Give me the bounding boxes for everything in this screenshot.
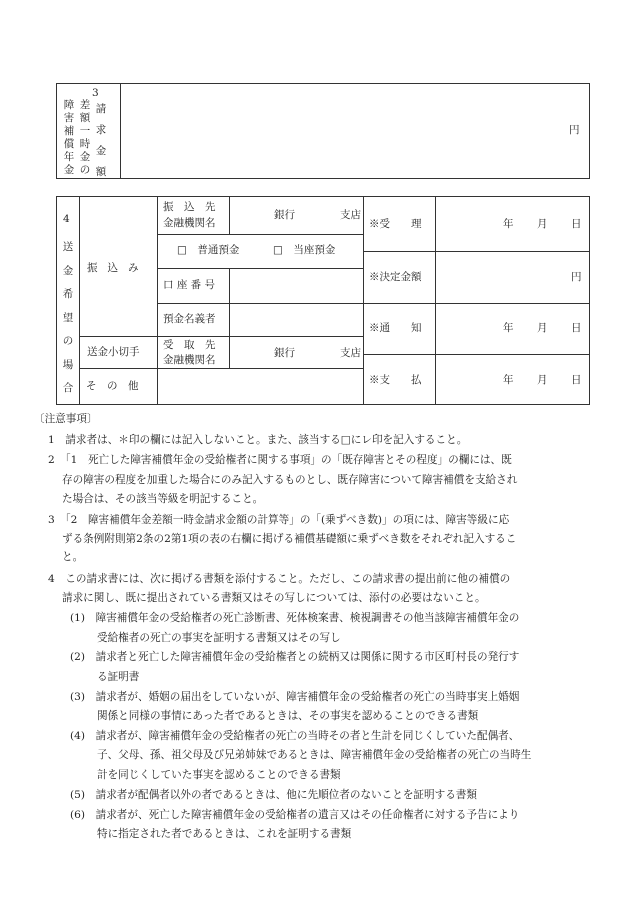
note-line: 3 「2 障害補償年金差額一時金請求金額の計算等」の「(乗ずべき数)」の項には、障害等級に応 (48, 514, 510, 526)
notes-heading: 〔注意事項〕 (34, 413, 98, 425)
table1-col-a: 障 害 補 償 年 金 (63, 99, 75, 176)
note-line: (3) 請求者が、婚姻の届出をしていないが、障害補償年金の受給権者の死亡の当時事実上婚姻 (70, 691, 520, 703)
deposit-current-checkbox[interactable]: □ 当座預金 (273, 244, 336, 256)
account-number-field[interactable] (230, 269, 363, 303)
t2-hline-r2 (363, 303, 590, 304)
t2-vline-3 (229, 196, 230, 234)
t2-vline-1 (79, 196, 80, 405)
shiharai-day: 日 (571, 374, 582, 386)
t2-hline-1 (157, 234, 363, 235)
table1-yen: 円 (569, 124, 580, 136)
note-line: た場合は、その該当等級を明記すること。 (62, 493, 264, 505)
juri-label: ※受 理 (369, 218, 422, 230)
note-line: 請求に関し、既に提出されている書類又はその写しについては、添付の必要はないこと。 (62, 592, 486, 604)
t2-hline-r3 (363, 354, 590, 355)
section-title: 送 金 希 望 の 場 合 (62, 241, 74, 394)
branch-label-2: 支店 (340, 347, 361, 359)
juri-month: 月 (537, 218, 548, 230)
note-line: 子、父母、孫、祖父母及び兄弟姉妹であるときは、障害補償年金の受給権者の死亡の当時生 (97, 749, 532, 761)
note-line: ずる条例附則第2条の2第1項の表の右欄に掲げる補償基礎額に乗ずべき数をそれぞれ記入するこ (62, 533, 517, 545)
branch-label-1: 支店 (340, 209, 361, 221)
bank-label-2: 銀行 (274, 347, 295, 359)
other-field[interactable] (158, 369, 363, 404)
account-number-label: 口 座 番 号 (163, 279, 216, 291)
note-line: 存の障害の程度を加重した場合にのみ記入するものとし、既存障害について障害補償を支給され (62, 474, 518, 486)
uketori-label-2: 金融機関名 (163, 354, 216, 366)
t2-vline-4 (363, 196, 364, 405)
tsuchi-day: 日 (571, 322, 582, 334)
table1-col-b: 差 額 一 時 金 の (79, 99, 91, 176)
tsuchi-year: 年 (503, 322, 514, 334)
account-name-field[interactable] (230, 304, 363, 336)
table1-number: 3 (92, 87, 99, 99)
note-line: 特に指定された者であるときは、これを証明する書類 (97, 828, 352, 840)
uketori-label-1: 受 取 先 (163, 339, 216, 351)
table1-col-c: 請 求 金 額 (95, 103, 107, 178)
note-line: (2) 請求者と死亡した障害補償年金の受給権者との続柄又は関係に関する市区町村長の発行す (70, 651, 520, 663)
note-line: 2 「1 死亡した障害補償年金の受給権者に関する事項」の「既存障害とその程度」の欄には、既 (48, 454, 512, 466)
note-line: 1 請求者は、＊印の欄には記入しないこと。また、該当する□にレ印を記入すること。 (48, 434, 468, 446)
juri-day: 日 (571, 218, 582, 230)
tsuchi-label: ※通 知 (369, 322, 422, 334)
shiharai-label: ※支 払 (369, 374, 422, 386)
note-line: (5) 請求者が配偶者以外の者であるときは、他に先順位者のないことを証明する書類 (70, 789, 477, 801)
note-line: (4) 請求者が、障害補償年金の受給権者の死亡の当時その者と生計を同じくしていた配偶者、 (70, 730, 520, 742)
note-line: 計を同じくしていた事実を認めることのできる書類 (97, 769, 341, 781)
t2-vline-5 (435, 196, 436, 405)
shiharai-year: 年 (503, 374, 514, 386)
shiharai-month: 月 (537, 374, 548, 386)
bank-label-1: 銀行 (274, 209, 295, 221)
t2-hline-4 (80, 336, 363, 337)
account-name-label: 預金名義者 (163, 313, 216, 325)
kogitte-label: 送金小切手 (87, 346, 140, 358)
note-line: 4 この請求書には、次に掲げる書類を添付すること。ただし、この請求書の提出前に他の補償の (48, 573, 511, 585)
juri-year: 年 (503, 218, 514, 230)
deposit-normal-checkbox[interactable]: □ 普通預金 (177, 244, 240, 256)
other-label: そ の 他 (86, 380, 139, 392)
note-line: る証明書 (97, 671, 140, 683)
note-line: (6) 請求者が、死亡した障害補償年金の受給権者の遺言又はその任命権者に対する予告により (70, 809, 520, 821)
note-line: と。 (62, 551, 84, 563)
tsuchi-month: 月 (537, 322, 548, 334)
note-line: 関係と同様の事情にあった者であるときは、その事実を認めることのできる書類 (97, 710, 479, 722)
kettei-label: ※決定金額 (369, 271, 422, 283)
kettei-yen: 円 (571, 271, 582, 283)
furikomisaki-label-2: 金融機関名 (163, 217, 216, 229)
note-line: 受給権者の死亡の事実を証明する書類又はその写し (97, 632, 341, 644)
section-number: 4 (63, 213, 70, 225)
furikomi-label: 振込み (87, 262, 149, 274)
note-line: (1) 障害補償年金の受給権者の死亡診断書、死体検案書、検視調書その他当該障害補償年金の (70, 612, 520, 624)
table1-amount-field[interactable] (121, 84, 589, 178)
furikomisaki-label-1: 振 込 先 (163, 201, 216, 213)
t2-hline-r1 (363, 251, 590, 252)
